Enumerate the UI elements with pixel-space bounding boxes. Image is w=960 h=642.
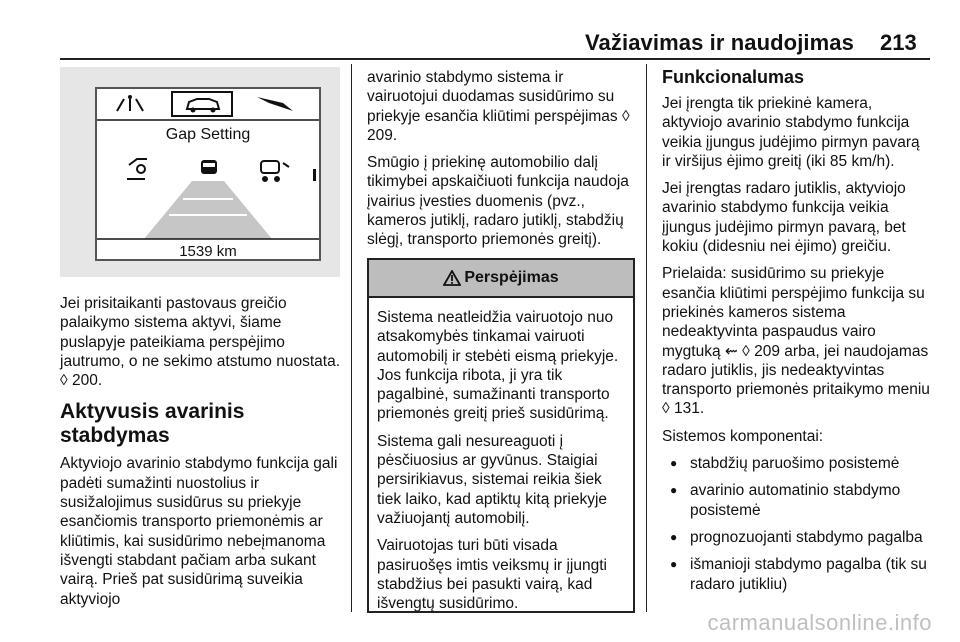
components-list (662, 454, 932, 594)
selected-tab-box (172, 92, 232, 116)
warning-title: Perspėjimas (464, 269, 559, 286)
odometer-readout: 1539 km (179, 243, 237, 259)
driver-info-display (95, 87, 321, 261)
sensor-sign-icon (117, 96, 143, 111)
intro-paragraph: Jei prisitaikanti pastovaus greičio palaikymo sistema aktyvi, šiame puslapyje pateikiama perspėjimo jautrumo, o ne sekimo atstumo nuostata. ◊ 200. (60, 295, 341, 390)
section-heading: Aktyvusis avarinis stabdymas (60, 400, 245, 448)
list-item: ● prognozuojanti stabdymo pagalba (662, 528, 932, 547)
vehicle-warning-icon (127, 159, 147, 179)
warning-paragraph-1: Sistema neatleidžia vairuotojo nuo atsakomybės tinkamai vairuoti automobilį ir stebėti eismą priekyje. Jos funkcija ribota, ji yra tik pagalbinė, sumažinanti transporto priemonės greitį prieš susidūrimą. (377, 309, 619, 423)
display-graphics (97, 89, 319, 259)
car-front-icon (201, 160, 217, 174)
middle-paragraph-2: Smūgio į priekinę automobilio dalį tikimybei apskaičiuoti funkcija naudoja įvairius įvesties duomenis (pvz., kameros jutiklį, radaro jutiklį, stabdžių slėgį, transporto priemonės greitį). (367, 154, 629, 249)
middle-column (367, 68, 637, 258)
right-column (662, 66, 932, 602)
middle-paragraph-1: avarinio stabdymo sistema ir vairuotojui duodamas susidūrimo su priekyje esančia kliūtimi perspėjimas ◊ 209. (367, 69, 630, 144)
right-paragraph-2: Jei įrengtas radaro jutiklis, aktyviojo avarinio stabdymo funkcija veikia įjungus judėjimo pirmyn pavarą, bet kokiu (didesniu nei ėjimo) greičiu. (662, 180, 906, 256)
warning-paragraph-2: Sistema gali nesureaguoti į pėsčiuosius ar gyvūnus. Staigiai persirikiavus, sistemai reikia šiek tiek laiko, kad aptiktų kitą priekyje važiuojantį automobilį. (377, 432, 608, 527)
page-header-title: Važiavimas ir naudojimas (585, 30, 854, 55)
right-paragraph-4: Sistemos komponentai: (662, 427, 824, 445)
right-paragraph-3: Prielaida: susidūrimo su priekyje esančia kliūtimi perspėjimo funkcija su priekinės kameros sistema nedeaktyvinta paspaudus vairo mygtuką ⇜ ◊ 209 arba, jei naudojamas radaro jutiklis, jis nedeaktyvintas transporto priemonės pritaikymo meniu ◊ 131. (662, 265, 930, 418)
functionality-heading: Funkcionalumas (662, 67, 805, 87)
warning-body (369, 298, 633, 613)
right-paragraph-1: Jei įrengta tik priekinė kamera, aktyviojo avarinio stabdymo funkcija veikia įjungus judėjimo pirmyn pavarą ir viršijus ėjimo greitį (iki 85 km/h). (662, 95, 920, 170)
warning-header (369, 260, 633, 298)
list-item: ● stabdžių paruošimo posistemė (662, 454, 932, 473)
gap-setting-label: Gap Setting (165, 126, 251, 143)
list-item: ● išmanioji stabdymo pagalba (tik su radaro jutikliu) (662, 555, 932, 594)
car-alert-icon (261, 161, 289, 181)
warning-box (367, 258, 635, 613)
page-number: 213 (880, 30, 917, 55)
road-icon (257, 97, 293, 111)
watermark: carmanualsonline.info (707, 610, 932, 635)
section-body: Aktyviojo avarinio stabdymo funkcija gali padėti sumažinti nuostolius ir susižalojimus susidūrus su priekyje esančiomis transporto priemonėmis ar kliūtimis, kai susidūrimo nebeįmanoma išvengti stabdant pačiam arba sukant vairą. Prieš pat susidūrimą suveikia aktyviojo (60, 455, 338, 608)
list-item: ● avarinio automatinio stabdymo posistemė (662, 481, 932, 520)
display-figure (60, 67, 340, 277)
left-column (60, 294, 342, 617)
column-divider-1 (351, 64, 352, 612)
warning-paragraph-3: Vairuotojas turi būti visada pasiruošęs imtis veiksmų ir įjungti stabdžius bei pasukti vairą, kad išvengtų susidūrimo. (377, 537, 607, 613)
header-rule (60, 58, 930, 60)
warning-icon (443, 270, 461, 286)
gap-zone (144, 181, 272, 239)
column-divider-2 (646, 64, 647, 612)
scroll-indicator (313, 169, 316, 181)
